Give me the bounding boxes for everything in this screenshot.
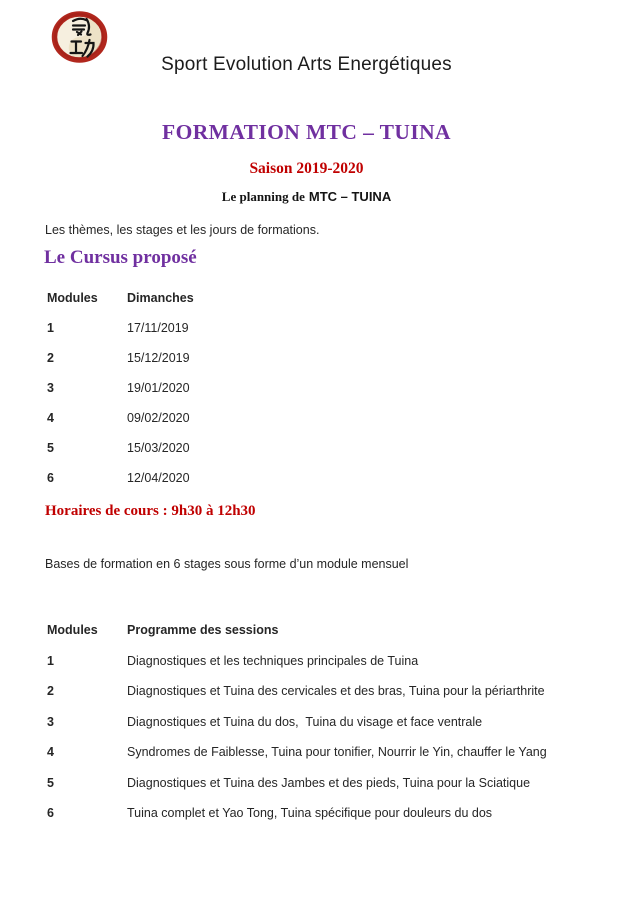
schedule-row bbox=[47, 471, 347, 501]
program-table bbox=[47, 623, 592, 837]
schedule-header-modules: Modules bbox=[47, 291, 98, 305]
module-date: 09/02/2020 bbox=[127, 411, 190, 425]
module-date: 12/04/2020 bbox=[127, 471, 190, 485]
module-description: Diagnostiques et Tuina du dos, Tuina du visage et face ventrale bbox=[127, 714, 483, 729]
season-subtitle: Saison 2019-2020 bbox=[249, 160, 364, 177]
schedule-table bbox=[47, 291, 347, 501]
module-date: 17/11/2019 bbox=[127, 321, 189, 335]
program-row bbox=[47, 745, 592, 776]
program-row bbox=[47, 715, 592, 746]
program-header-modules: Modules bbox=[47, 623, 98, 637]
module-description: Syndromes de Faiblesse, Tuina pour tonifier, Nourrir le Yin, chauffer le Yang bbox=[127, 745, 547, 759]
program-header-sessions: Programme des sessions bbox=[127, 623, 279, 637]
module-number: 2 bbox=[47, 351, 54, 365]
program-table-header-row bbox=[47, 623, 592, 654]
program-intro-text: Bases de formation en 6 stages sous forme d’un module mensuel bbox=[45, 557, 409, 571]
module-number: 5 bbox=[47, 441, 54, 455]
program-row bbox=[47, 776, 592, 807]
schedule-row bbox=[47, 321, 347, 351]
module-number: 3 bbox=[47, 381, 54, 395]
module-number: 6 bbox=[47, 471, 54, 485]
schedule-row bbox=[47, 351, 347, 381]
intro-text: Les thèmes, les stages et les jours de formations. bbox=[45, 223, 320, 237]
module-description: Tuina complet et Yao Tong, Tuina spécifique pour douleurs du dos bbox=[127, 806, 493, 820]
org-title: Sport Evolution Arts Energétiques bbox=[161, 54, 452, 75]
planning-subtitle-suffix: MTC – TUINA bbox=[308, 189, 392, 204]
document-title: FORMATION MTC – TUINA bbox=[162, 120, 451, 144]
module-number: 4 bbox=[47, 745, 54, 759]
schedule-row bbox=[47, 441, 347, 471]
schedule-header-dimanches: Dimanches bbox=[127, 291, 194, 305]
schedule-table-header-row bbox=[47, 291, 347, 321]
module-number: 5 bbox=[47, 775, 54, 790]
module-number: 3 bbox=[47, 714, 54, 729]
module-number: 6 bbox=[47, 806, 54, 820]
schedule-row bbox=[47, 381, 347, 411]
program-row bbox=[47, 684, 592, 715]
planning-subtitle bbox=[45, 190, 568, 204]
program-row bbox=[47, 654, 592, 685]
planning-subtitle-prefix: Le planning de bbox=[221, 189, 305, 204]
program-row bbox=[47, 806, 592, 837]
module-number: 1 bbox=[47, 653, 54, 668]
module-date: 19/01/2020 bbox=[127, 381, 190, 395]
module-description: Diagnostiques et Tuina des cervicales et des bras, Tuina pour la périarthrite bbox=[127, 684, 545, 698]
module-date: 15/03/2020 bbox=[127, 441, 190, 455]
schedule-row bbox=[47, 411, 347, 441]
hours-note: Horaires de cours : 9h30 à 12h30 bbox=[45, 503, 256, 519]
module-number: 1 bbox=[47, 321, 54, 335]
module-description: Diagnostiques et les techniques principales de Tuina bbox=[127, 653, 419, 668]
module-number: 2 bbox=[47, 684, 54, 698]
module-date: 15/12/2019 bbox=[127, 351, 190, 365]
cursus-heading: Le Cursus proposé bbox=[44, 247, 197, 268]
module-number: 4 bbox=[47, 411, 54, 425]
module-description: Diagnostiques et Tuina des Jambes et des pieds, Tuina pour la Sciatique bbox=[127, 775, 531, 790]
